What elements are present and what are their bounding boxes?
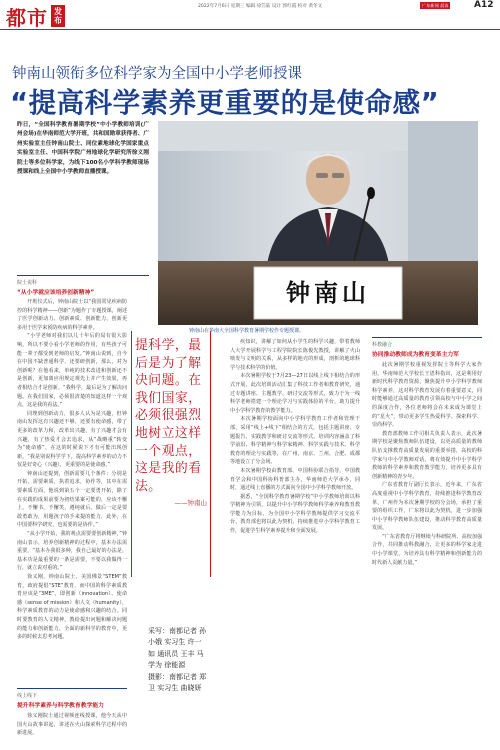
- paragraph: 疾知识，讲解了如何从小学生的科学兴趣，带着教师人大学开展科学与工程学院院长陈俊先教授，讲解了火山喷发与文明的关系，从多样的地壳的形成，剖析的地球科学与技术科学的价值。: [230, 339, 360, 371]
- credit-line: 如 通讯员 王丰 马: [148, 649, 204, 658]
- nameplate: 钟南山: [286, 278, 370, 307]
- paragraph: 本次暑期学校由教育部、中国科协联合指导，中国教育学会和中国科协科普部主办，华南师范大学承办，同时，通过线上直播的方式面向全国中小学科学教师开放。: [230, 467, 360, 492]
- paragraph: 本次暑期学校于7月23—27日以线上线下相结合的形式开展，此次培训活动汇集了科技工作者和教育研究，通过专题讲座、主题教学、研讨交流等形式，致力于为一线科学老师搭建一个理论学习与实践体验的平台，助力提升中小学科学教育的教学能力。: [230, 373, 360, 414]
- brand-section: 发布: [51, 5, 65, 27]
- pull-quote: [135, 337, 207, 537]
- article-photo: [158, 121, 478, 325]
- page-number: A12: [474, 0, 494, 10]
- article-headline: “提高科学素养更重要的是使命感”: [10, 87, 440, 119]
- paragraph: 广东省教育厅副厅长表示，近年来，广东省高度重视中小学科学教育，持续推进科学教育改革，广州作为本次暑期学校的分会场，承担了重要的组织工作，广东将以此为契机，进一步加强中小学科学教师队伍建设，推动科学教育高质量发展。: [372, 482, 482, 532]
- column-2: [230, 338, 360, 744]
- paragraph: 本次暑期学校面向中小学科学教育工作者和管理干部，采用“线上+线下”相结合的方式，包括主题讲座、专题报告、实践教学和研讨交流等形式，培训内容涵盖了科学前沿、科学精神与科学家精神、科学实践与技术、科学教育的理论与实践等，在广州、南京、兰州、合肥、成都等地设立了分会场。: [230, 416, 360, 466]
- byline-credits: [148, 626, 216, 694]
- photo-caption: 钟南山在华南大全国科学教育暑期学校作专题授课。: [189, 328, 305, 334]
- paragraph: 教育部教师工作司相关负责人表示，此次暑期学校是聚焦教师队伍建设，以更高质量的教师队伍支撑教育高质量发展的重要举措，高校的科学家与中小学教师对话，将有效提升中小学科学教师的科学素养和教育教学能力，培养更多具有创新精神的青少年。: [372, 430, 482, 480]
- credit-line: 卫 实习生 曲晓妍: [148, 684, 202, 693]
- column-1-tail: [17, 712, 127, 746]
- dateline: 2022年7月6日 星期三 编辑 徐笠陆 设计 郭红霞 校对 黄冬文: [198, 4, 323, 9]
- section3-title: 协同推动教师成为教育变革主力军: [372, 352, 459, 358]
- section3-rule: [372, 337, 482, 338]
- paragraph: “小学老师对我们以几十年后的局有很大影响，所以不要小看小学老师的作用，有些孩子可能一辈子都受到老师的启发。”钟南山说到，自今在中国不缺普通科学，还要研创新，那么，对为创新呢？在他看来，单纯的技术改进和创新还不是创新，更加离应用规定观先上并产生效果，再者相结合才是创新。“我科学，最后是为了解决问题。在我们国家，必须很清楚的知道这样一个观点，这是我的看法。”: [17, 333, 127, 409]
- credit-line: 摄影：南都记者 郑: [148, 672, 207, 681]
- masthead: [0, 0, 500, 34]
- paragraph: 徐义刚院士通过视频连线授课，他今天从中国火山故事讲起，讲述在火山探索科学过程中的新进展。: [17, 713, 127, 737]
- column-3: [372, 361, 482, 744]
- paragraph: 开班仪式后，钟南山院士以“我国常见疾病防控的科学精神——创新”为题作了专题授课，阐述了医学创新动力、创新素质、创新能力、创新更多用于医学来预防疾病的科学素养。: [17, 299, 127, 331]
- article-lead: [17, 121, 149, 177]
- section2-rule: [17, 688, 127, 689]
- column-1: [17, 298, 127, 686]
- brand-logo: [6, 3, 65, 29]
- paragraph: 同理到创新动力，很多人认为是兴趣，但钟南山发挥这有兴趣还不够，还要有使命感，带了更多的改革力和，改革出兴趣，有了兴趣才会有兴趣，有了热爱才会去追求，从“战略重”转变为“使命感”，在这的时候说下才有可能出现创新。“我是别说科学学下，提高科学素养的动力不仅是好奇心（兴趣），更重要的是使命感。”: [17, 410, 127, 469]
- credit-line: 小娥 实习生 许一: [148, 638, 202, 647]
- paragraph: 钟南山还提到，创新需要几个条件：分别是开拓，需要素质，执着追求，协作等，其中在需要素质方面，他说到第五个一定要勇开拓，除了在实践的成果前要为初结果案可能的，应该不懈上，不懈书，不懈笑，遵纯就后，做后一定是要敢勇敢为，用题孩子的手来提的能力，此外，在中国要科学研究，也需要的是协作。”: [17, 470, 127, 529]
- paragraph: “广东省教育厅将继续与科研院所、高校加强合作，共同推动科教融合，让更多的科学家走进中小学课堂，为培养具有科学精神和创新能力的时代新人贡献力量。”: [372, 533, 482, 566]
- section2-label: 线上线下: [17, 693, 38, 699]
- paragraph: 此次暑期学校重视发挥院士等科学大家作用，华南师范大学校长王恩科指出，这是利用好新时代科学教育资源，聚焦提升中小学科学教师科学素养，这对科学教育发展有着重要意义，同时能够通过高质量的教育引领高校与中小学之间的深度合作，各位老师将会在未来成为课堂上的“星火”，带动更多学生热爱科学、探索科学、崇尚科学。: [372, 362, 482, 429]
- section1-title: “从小学就应该培养创新精神”: [17, 290, 95, 296]
- article-kicker: 钟南山领衔多位科学家为全国中小学老师授课: [12, 66, 302, 82]
- pull-quote-text: 提科学，最后是为了解决问题。在我们国家，必须很强烈地树立这样一个观点，这是我的看法。: [135, 338, 202, 494]
- lead-text: 昨日，“全国科学教育暑期学校”中小学教师培训(广州会场)在华南师范大学开班，共和国勋章获得者、广州实验室主任钟南山院士、同位素地球化学国家重点实验室主任、中国科学院广州地球化学研究所徐义刚院士等多位科学家，为线下100名小学科学教师现场授课和线上全国中小学教师直播授课。: [17, 122, 149, 176]
- section3-label: 科教融合: [372, 342, 393, 348]
- paragraph: 徐义刚，钟南山院士，美国佛景“STEM”教育，政府提倡“STE”教育，而中国的科学素质教育应该是“3ME”，即创新（innovation）、使命感（sense of mission）和人文（humanity），科学素质教育的动力是使命感和兴趣的结合。同时要教育的人文精神，教给提出问题和解决问题的能力和创新能力，全面的新科学的教育中，更多的时候去思考问题。: [17, 574, 127, 641]
- brand-name: 都市: [6, 5, 48, 30]
- section2-title: 提升科学素养与科学教育教学能力: [17, 703, 104, 709]
- section1-label: 院士说科: [17, 280, 38, 286]
- masthead-rule: [0, 29, 500, 30]
- pull-quote-attribution: ——钟南山: [174, 499, 207, 508]
- credit-line: 采写：南都记者 孙: [148, 627, 207, 635]
- section-tag: 广东新闻 晨读: [422, 3, 449, 8]
- section1-rule: [17, 275, 149, 276]
- paragraph: 据悉，“全国科学教育暑期学校”中小学教师培训以科学精神为引领，以提升中小学科学教师科学素养和教育教学能力为目标，为全国中小学科学教师提供学习交流平台，教育部也将以此为契机，持续推进中小学科学教育工作，促进学生科学素养提升和全面发展。: [230, 493, 360, 535]
- credit-line: 学为 徐能源: [148, 661, 186, 670]
- paragraph: “从小学开始，我的观点需要要创新精神，”钟南山表示，培养创新精神的过程中，基本办法需重要，“基本办我很多种，我自己最好的办法是，基本功是最重要的一条是需要，不要以我做得一行，就立说对重的。”: [17, 531, 127, 572]
